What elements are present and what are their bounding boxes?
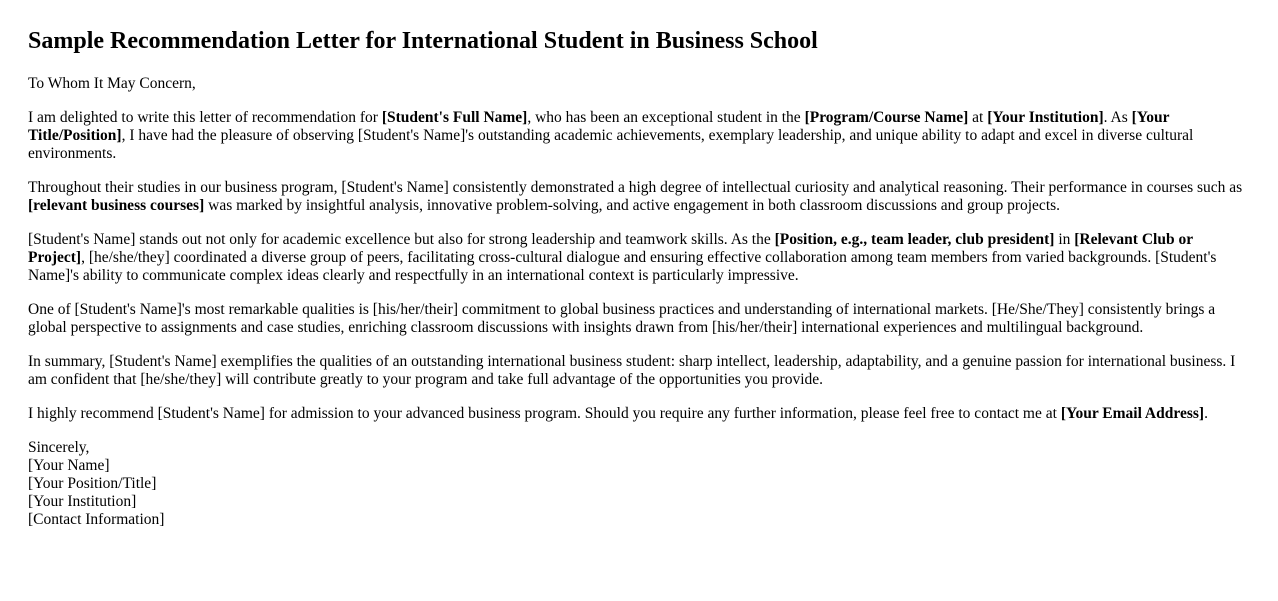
text: Throughout their studies in our business program, [Student's Name] consistently demonstrated a high degree of intellectual curiosity and analytical reasoning. Their performance in courses such as xyxy=(28,179,1243,196)
text: . As xyxy=(1103,109,1132,126)
placeholder-title-position: [Your Title/Position] xyxy=(28,109,1170,144)
text: One of [Student's Name]'s most remarkable qualities is [his/her/their] commitment to global business practices and understanding of international markets. [He/She/They] consistently brings a global perspective to assignments and case studies, enriching classroom discussions with insights drawn from [his/her/their] international experiences and multilingual background. xyxy=(28,301,1216,336)
text: I highly recommend [Student's Name] for admission to your advanced business program. Should you require any further information, please feel free to contact me at xyxy=(28,405,1061,422)
paragraph-leadership xyxy=(28,231,1250,285)
salutation: To Whom It May Concern, xyxy=(28,75,196,92)
placeholder-position: [Position, e.g., team leader, club president] xyxy=(774,231,1055,248)
paragraph-summary xyxy=(28,353,1250,389)
paragraph-academics xyxy=(28,179,1250,215)
paragraph-intro xyxy=(28,109,1250,163)
text: in xyxy=(1054,231,1075,248)
signer-position: [Your Position/Title] xyxy=(28,475,157,492)
valediction: Sincerely, xyxy=(28,439,90,456)
closing-block xyxy=(28,439,1250,529)
text: [Student's Name] stands out not only for academic excellence but also for strong leadership and teamwork skills. As the xyxy=(28,231,775,248)
signer-institution: [Your Institution] xyxy=(28,493,137,510)
placeholder-club-project: [Relevant Club or Project] xyxy=(28,231,1193,266)
text: I am delighted to write this letter of recommendation for xyxy=(28,109,382,126)
placeholder-program-name: [Program/Course Name] xyxy=(804,109,969,126)
placeholder-courses: [relevant business courses] xyxy=(28,197,205,214)
text: , who has been an exceptional student in the xyxy=(527,109,805,126)
placeholder-institution: [Your Institution] xyxy=(987,109,1104,126)
placeholder-student-full-name: [Student's Full Name] xyxy=(381,109,528,126)
paragraph-recommendation xyxy=(28,405,1250,423)
paragraph-global xyxy=(28,301,1250,337)
text: , [he/she/they] coordinated a diverse group of peers, facilitating cross-cultural dialogue and ensuring effective collaboration among team members from varied backgrounds. [Student's Name]'s ability to communicate complex ideas clearly and respectfully in an international context is particularly impressive. xyxy=(28,249,1217,284)
text: In summary, [Student's Name] exemplifies the qualities of an outstanding international business student: sharp intellect, leadership, adaptability, and a genuine passion for international business. I am confident that [he/she/they] will contribute greatly to your program and take full advantage of the opportunities you provide. xyxy=(28,353,1236,388)
signer-contact: [Contact Information] xyxy=(28,511,165,528)
document-title: Sample Recommendation Letter for International Student in Business School xyxy=(28,28,818,54)
text: was marked by insightful analysis, innovative problem-solving, and active engagement in both classroom discussions and group projects. xyxy=(204,197,1061,214)
signer-name: [Your Name] xyxy=(28,457,110,474)
text: , I have had the pleasure of observing [Student's Name]'s outstanding academic achievements, exemplary leadership, and unique ability to adapt and excel in diverse cultural environments. xyxy=(28,127,1194,162)
placeholder-email: [Your Email Address] xyxy=(1060,405,1205,422)
text: at xyxy=(968,109,988,126)
text: . xyxy=(1204,405,1208,422)
